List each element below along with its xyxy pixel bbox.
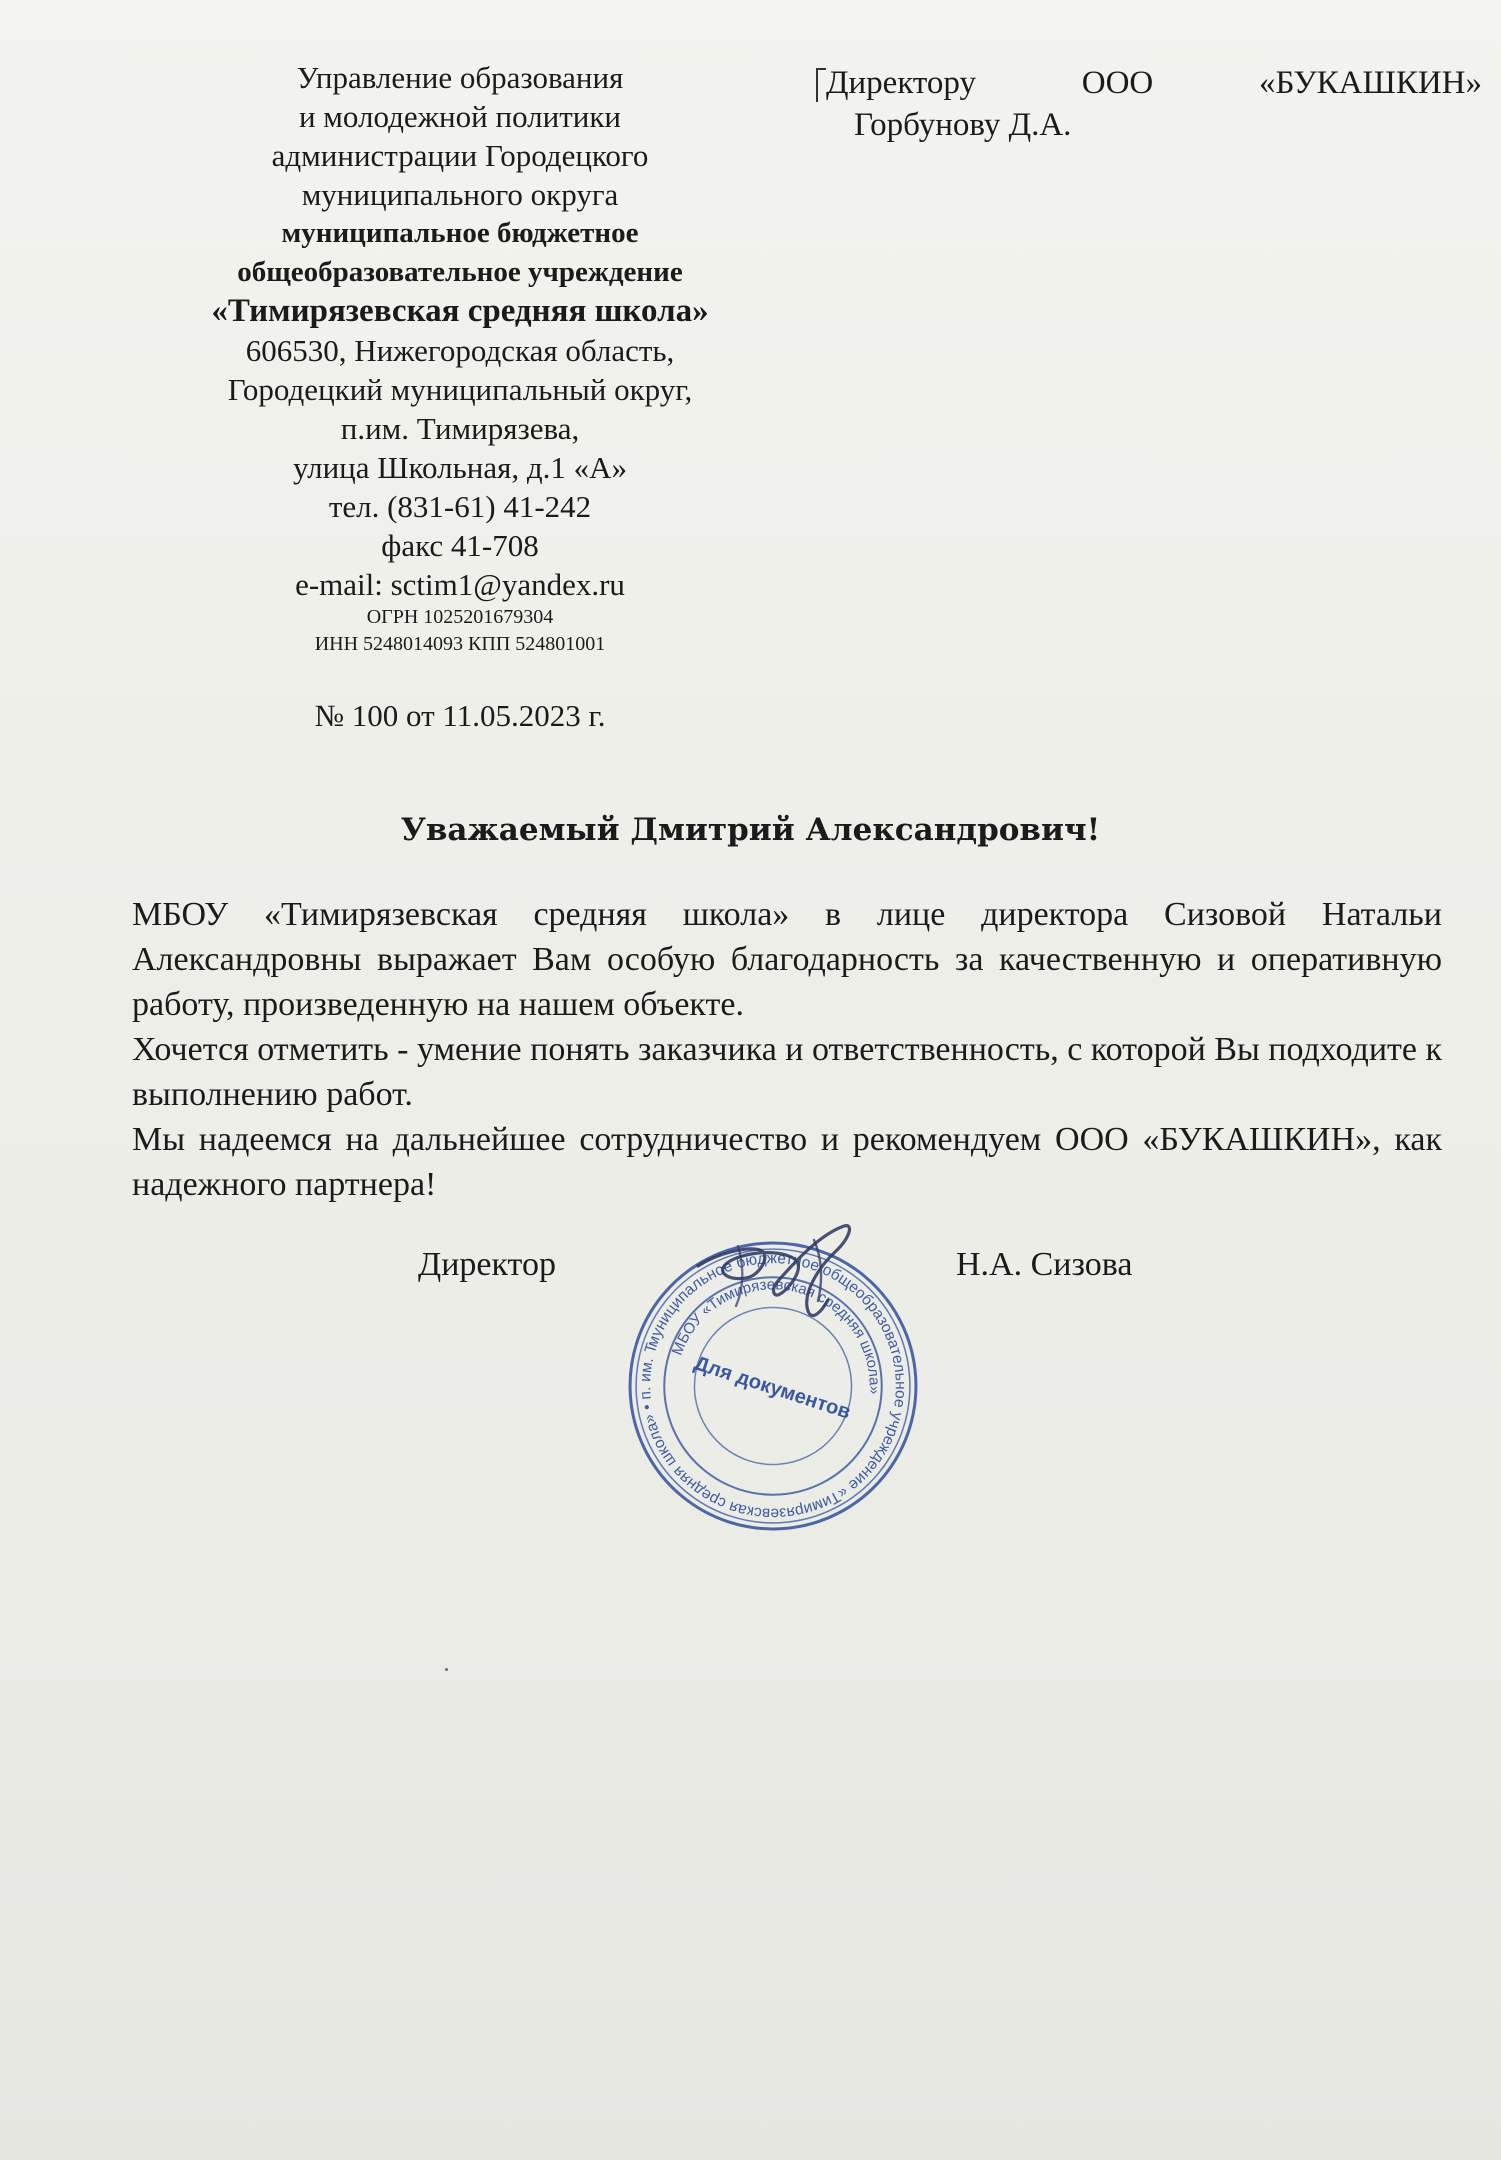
body-paragraph-3: Мы надеемся на дальнейшее сотрудничество и рекомендуем ООО «БУКАШКИН», как надежного партнера! — [132, 1121, 1442, 1203]
greeting: Уважаемый Дмитрий Александрович! — [400, 812, 1101, 848]
recipient-line-2: Горбунову Д.А. — [854, 107, 1072, 143]
sender-line-14: e-mail: sctim1@yandex.ru — [295, 567, 625, 602]
sender-line-11: улица Школьная, д.1 «А» — [292, 450, 628, 485]
letter-body — [132, 892, 1442, 1207]
signature-role: Директор — [418, 1246, 556, 1283]
sender-line-4: муниципального округа — [301, 177, 619, 212]
body-paragraph-2: Хочется отметить - умение понять заказчика и ответственность, с которой Вы подходите к выполнению работ. — [132, 1031, 1442, 1113]
seal-center-text: Для документов — [691, 1352, 854, 1424]
sender-line-10: п.им. Тимирязева, — [340, 411, 580, 446]
sender-line-1: Управление образования — [296, 60, 624, 95]
sender-line-2: и молодежной политики — [298, 99, 622, 134]
sender-line-16: ИНН 5248014093 КПП 524801001 — [314, 633, 606, 655]
sender-line-7: «Тимирязевская средняя школа» — [211, 293, 709, 329]
seal-outer-text: муниципальное бюджетное общеобразовательное учреждение «Тимирязевская средняя школа» • п. им. Тимирязева — [637, 1250, 909, 1522]
seal-inner-text: МБОУ «Тимирязевская средняя школа» — [668, 1276, 883, 1395]
paper-speck — [445, 1668, 448, 1671]
sender-gap — [170, 658, 750, 688]
recipient-line-1 — [826, 62, 1482, 104]
sender-line-3: администрации Городецкого — [271, 138, 649, 173]
sender-line-15: ОГРН 1025201679304 — [366, 606, 554, 628]
sender-line-9: Городецкий муниципальный округ, — [227, 372, 693, 407]
recipient-word-1: Директору — [826, 65, 976, 101]
sender-line-5: муниципальное бюджетное — [281, 217, 639, 249]
sender-line-13: факс 41-708 — [381, 528, 539, 563]
recipient-word-2: ООО — [1081, 65, 1154, 101]
handwritten-signature — [690, 1218, 880, 1338]
document-number: № 100 от 11.05.2023 г. — [314, 698, 606, 733]
recipient-bracket — [816, 68, 826, 102]
recipient-block — [826, 62, 1482, 146]
recipient-word-3: «БУКАШКИН» — [1259, 65, 1482, 101]
sender-line-12: тел. (831-61) 41-242 — [328, 489, 592, 524]
body-paragraph-1: МБОУ «Тимирязевская средняя школа» в лице директора Сизовой Натальи Александровны выражает Вам особую благодарность за качественную и оперативную работу, произведенную на нашем объекте. — [132, 896, 1442, 1023]
sender-line-8: 606530, Нижегородская область, — [245, 333, 675, 368]
sender-line-6: общеобразовательное учреждение — [237, 256, 683, 288]
sender-letterhead — [170, 58, 750, 735]
signature-name: Н.А. Сизова — [956, 1246, 1133, 1283]
